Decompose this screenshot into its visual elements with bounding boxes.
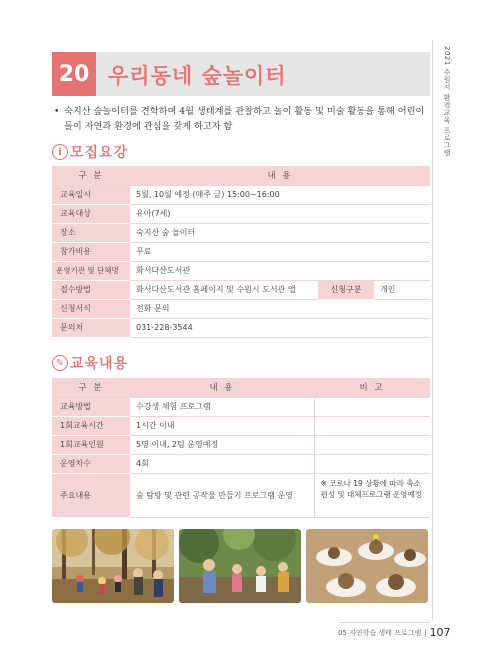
row-value: 무료 <box>130 242 430 261</box>
table-row <box>52 299 430 318</box>
table-row <box>52 261 430 280</box>
col-header-content: 내 용 <box>130 378 314 397</box>
table-row <box>52 416 430 435</box>
row-value: 전화 문의 <box>130 299 430 318</box>
row-value: 수강생 체험 프로그램 <box>130 397 314 416</box>
table-row <box>52 435 430 454</box>
footer-text: 05 자연학습 생태 프로그램 <box>338 628 422 637</box>
col-header-content: 내 용 <box>130 166 430 185</box>
row-value: 숲 탐방 및 관련 공작물 만들기 프로그램 운영 <box>130 473 314 517</box>
table-row <box>52 223 430 242</box>
footer-rule <box>340 622 430 623</box>
row-value: 4회 <box>130 454 314 473</box>
row-value: 5월, 10월 예정 (매주 금) 15:00~16:00 <box>130 185 430 204</box>
bullet-icon: • <box>54 106 60 117</box>
row-label: 1회교육시간 <box>52 416 130 435</box>
table-row <box>52 397 430 416</box>
recruit-heading <box>52 142 128 162</box>
row-label: 참가비용 <box>52 242 130 261</box>
table-row <box>52 318 430 337</box>
col-header-label: 구 분 <box>52 378 130 397</box>
table-row <box>52 185 430 204</box>
row-note <box>314 397 430 416</box>
table-row <box>52 454 430 473</box>
row-note: ※ 코로나 19 상황에 따라 축소편성 및 대체프로그램 운영예정 <box>314 473 430 517</box>
table-row <box>52 473 430 517</box>
education-heading <box>52 353 128 373</box>
table-header-row <box>52 378 430 397</box>
row-label: 주요내용 <box>52 473 130 517</box>
table-row <box>52 204 430 223</box>
education-table <box>52 378 430 518</box>
row-label: 교육방법 <box>52 397 130 416</box>
table-header-row <box>52 166 430 185</box>
side-label: 2021 수원시 환경교육 프로그램 <box>443 46 451 157</box>
row-label: 신청서식 <box>52 299 130 318</box>
row-note <box>314 454 430 473</box>
row-label: 접수방법 <box>52 280 130 299</box>
page-footer <box>338 626 451 639</box>
row-value: 화서다산도서관 홈페이지 및 수원시 도서관 앱 <box>130 280 318 299</box>
row-sub-label: 신청구분 <box>318 280 374 299</box>
footer-divider: | <box>424 628 427 637</box>
recruit-heading-text: 모집요강 <box>70 145 129 161</box>
table-row <box>52 280 430 299</box>
intro-paragraph <box>54 104 430 134</box>
row-note <box>314 416 430 435</box>
row-value: 유아(7세) <box>130 204 430 223</box>
craft-activity-photo <box>306 529 428 603</box>
row-value: 숙지산 숲 놀이터 <box>130 223 430 242</box>
row-label: 운영차수 <box>52 454 130 473</box>
page-number: 107 <box>429 626 451 639</box>
row-value: 5명 이내, 2팀 운영예정 <box>130 435 314 454</box>
recruit-table <box>52 166 430 338</box>
row-label: 운영기관 및 단체명 <box>52 261 130 280</box>
side-rule <box>432 40 433 620</box>
info-circle-icon: i <box>52 144 68 160</box>
nature-play-photo <box>179 529 301 603</box>
col-header-note: 비 고 <box>314 378 430 397</box>
program-title: 우리동네 숲놀이터 <box>108 64 287 88</box>
col-header-label: 구 분 <box>52 166 130 185</box>
row-label: 1회교육인원 <box>52 435 130 454</box>
row-label: 교육대상 <box>52 204 130 223</box>
forest-walk-photo <box>52 529 174 603</box>
program-number: 20 <box>52 52 96 96</box>
row-value: 화서다산도서관 <box>130 261 430 280</box>
row-value: 1시간 이내 <box>130 416 314 435</box>
row-label: 장소 <box>52 223 130 242</box>
row-label: 교육일시 <box>52 185 130 204</box>
table-row <box>52 242 430 261</box>
row-value: 031-228-3544 <box>130 318 430 337</box>
education-heading-text: 교육내용 <box>70 356 129 372</box>
pencil-circle-icon: ✎ <box>52 355 68 371</box>
row-label: 문의처 <box>52 318 130 337</box>
row-note <box>314 435 430 454</box>
row-sub-value: 개인 <box>374 280 430 299</box>
intro-text: 숙지산 숲놀이터를 견학하며 4월 생태계를 관찰하고 놀이 활동 및 미술 활동을 통해 어린이들이 자연과 환경에 관심을 갖게 하고자 함 <box>64 106 425 132</box>
